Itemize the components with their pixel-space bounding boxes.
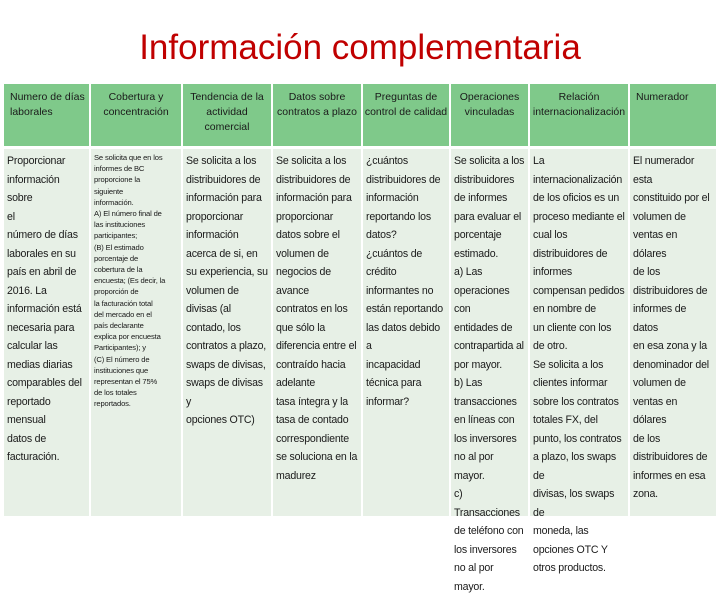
cell-dias-laborales: Proporcionar información sobre el número de días laborales en su país en abril de 2016. La información está necesaria para calcular las medias diarias comparables del reportado mensual datos de facturación. (7, 155, 82, 463)
header-control-calidad: Preguntas de control de calidad (364, 91, 448, 118)
cell-control-calidad: ¿cuántos distribuidores de información reportando los datos? ¿cuántos de crédito informantes no están reportando las datos debido a incapacidad técnica para informar? (366, 155, 443, 408)
cell-relacion-internacionalizacion: La internacionalización de los oficios es un proceso mediante el cual los distribuidores de informes compensan pedidos en nombre de un cliente con los de otro. Se solicita a los clientes informar sobre los contratos totales FX, del punto, los contratos a plazo, los swaps de divisas, los swaps de moneda, las opciones OTC Y otros productos. (533, 155, 625, 574)
header-relacion-internacionalizacion: Relación internacionalización (532, 91, 626, 118)
header-tendencia: Tendencia de la actividad comercial (190, 91, 264, 133)
slide-title: Información complementaria (139, 28, 581, 67)
cell-numerador: El numerador esta constituido por el volumen de ventas en dólares de los distribuidores de informes de datos en esa zona y la denominador del volumen de ventas en dólares de los distribuidores de informes en esa zona. (633, 155, 710, 500)
header-operaciones-vinculadas: Operaciones vinculadas (459, 91, 520, 118)
info-table (4, 84, 716, 593)
cell-tendencia: Se solicita a los distribuidores de información para proporcionar información acerca de si, en su experiencia, su volumen de divisas (al contado, los contratos a plazo, swaps de divisas, swaps de divisas y opciones OTC) (186, 155, 268, 426)
header-cobertura: Cobertura y concentración (103, 91, 169, 118)
cell-operaciones-vinculadas: Se solicita a los distribuidores de informes para evaluar el porcentaje estimado. a) Las operaciones con entidades de contrapartida al por mayor. b) Las transacciones en líneas con los inversores no al por mayor. c) Transacciones de teléfono con los inversores no al por mayor. (454, 155, 525, 593)
header-divider (4, 146, 716, 149)
cell-cobertura: Se solicita que en los informes de BC proporcione la siguiente información. A) El número final de las instituciones participantes; (B) El estimado porcentaje de cobertura de la encuesta; (Es decir, la proporción de la facturación total del mercado en el país declarante explica por encuesta Participantes); y (C) El número de instituciones que representan el 75% de los totales reportados. (94, 153, 166, 409)
cell-contratos-plazo: Se solicita a los distribuidores de información para proporcionar datos sobre el volumen de negocios de avance contratos en los que sólo la diferencia entre el contraído hacia adelante tasa íntegra y la tasa de contado correspondiente se soluciona en la madurez (276, 155, 358, 482)
header-numerador: Numerador (636, 91, 689, 103)
header-contratos-plazo: Datos sobre contratos a plazo (277, 91, 357, 118)
header-dias-laborales: Numero de días laborales (10, 91, 85, 118)
